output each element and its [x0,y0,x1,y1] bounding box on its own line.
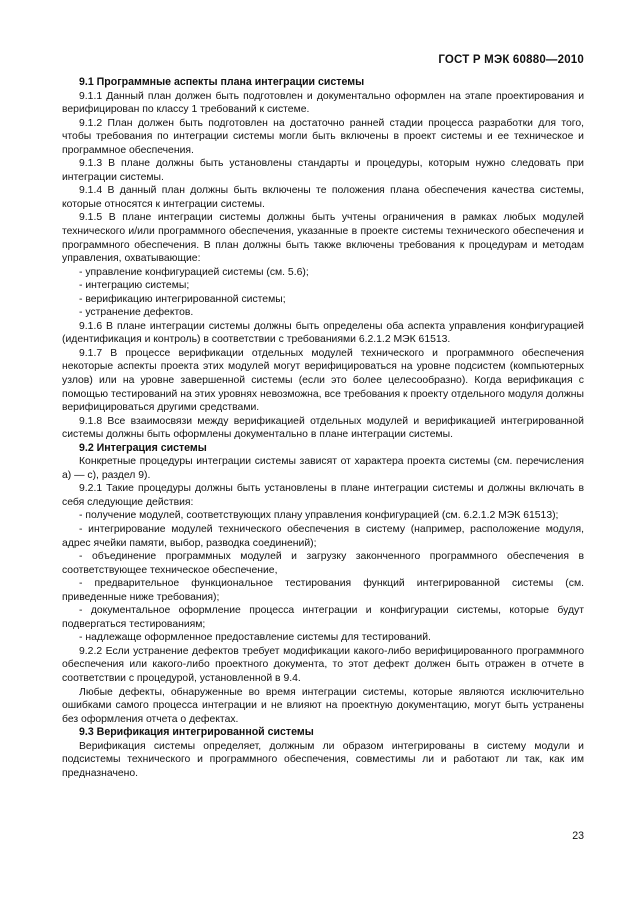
paragraph-9-1-4: 9.1.4 В данный план должны быть включены те положения плана обеспечения качества системы, которые относятся к интеграции системы. [62,185,584,210]
standard-header: ГОСТ Р МЭК 60880—2010 [438,54,584,66]
paragraph-9-2-intro: Конкретные процедуры интеграции системы зависят от характера проекта системы (см. перечисления а) — с), раздел 9). [62,456,584,481]
list-item: - объединение программных модулей и загрузку законченного программного обеспечения в соответствующее техническое обеспечение, [62,551,584,576]
list-item: - документальное оформление процесса интеграции и конфигурации системы, которые будут подвергаться тестированиям; [62,605,584,630]
paragraph-9-1-5: 9.1.5 В плане интеграции системы должны быть учтены ограничения в рамках любых модулей технического и/или программного обеспечения, указанные в проекте системы технического обеспечения и программного обеспечения. В план должны быть также включены требования к процедурам и методам управления, охватывающие: [62,212,584,265]
paragraph-9-1-1: 9.1.1 Данный план должен быть подготовлен и документально оформлен на этапе проектирования и верифицирован по классу 1 требований к системе. [62,90,584,116]
list-item: - верификацию интегрированной системы; [79,293,286,305]
page-content [62,76,584,780]
list-item: - устранение дефектов. [79,307,194,319]
paragraph-9-1-8: 9.1.8 Все взаимосвязи между верификацией отдельных модулей и верификацией интегрированной системы должны быть оформлены документально в плане интеграции системы. [62,415,584,441]
list-item: - управление конфигурацией системы (см. 5.6); [79,266,309,278]
list-item: - интеграцию системы; [79,280,190,292]
section-9-3-title: 9.3 Верификация интегрированной системы [79,726,314,739]
paragraph-9-2-defects: Любые дефекты, обнаруженные во время интеграции системы, которые являются исключительно ошибками самого процесса интеграции и не влияют на проектную документацию, могут быть устранены без оформления отчета о дефектах. [62,686,584,725]
paragraph-9-1-7: 9.1.7 В процессе верификации отдельных модулей технического и программного обеспечения некоторые аспекты проекта этих модулей могут верифицироваться на уровне подсистем (компьютерных узлов) или на уровне завершенной системы (если это более целесообразно). Когда верификация с помощью тестирований на этих уровнях невозможна, все требования к проекту отдельного модуля должны верифицироваться другими средствами. [62,347,584,414]
list-item: - интегрирование модулей технического обеспечения в систему (например, расположение модуля, адрес ячейки памяти, выбор, разводка соединений); [62,523,584,549]
list-item: - надлежаще оформленное предоставление системы для тестирований. [79,632,431,644]
page-number: 23 [572,830,584,842]
list-item: - предварительное функциональное тестирования функций интегрированной системы (см. приведенные ниже требования); [62,578,584,603]
paragraph-9-1-3: 9.1.3 В плане должны быть установлены стандарты и процедуры, которым нужно следовать при интеграции системы. [62,158,584,183]
section-9-2-title: 9.2 Интеграция системы [79,441,207,454]
paragraph-9-2-1: 9.2.1 Такие процедуры должны быть установлены в плане интеграции системы и должны включать в себя следующие действия: [62,483,584,508]
paragraph-9-1-2: 9.1.2 План должен быть подготовлен на достаточно ранней стадии процесса разработки для того, чтобы требования по интеграции системы могли быть включены в проект системы и ее техническое и программное обеспечения. [62,117,584,156]
paragraph-9-2-2: 9.2.2 Если устранение дефектов требует модификации какого-либо верифицированного программного обеспечения или какого-либо проектного документа, то этот дефект должен быть отражен в отчете в соответствии с процедурой, установленной в 9.4. [62,645,584,684]
paragraph-9-3-intro: Верификация системы определяет, должным ли образом интегрированы в систему модули и подсистемы технического и программного обеспечения, совместимы ли и работают ли так, как им предназначено. [62,740,584,779]
paragraph-9-1-6: 9.1.6 В плане интеграции системы должны быть определены оба аспекта управления конфигурацией (идентификация и контроль) в соответствии с требованиями 6.2.1.2 МЭК 61513. [62,320,584,346]
list-item: - получение модулей, соответствующих плану управления конфигурацией (см. 6.2.1.2 МЭК 61513); [79,510,559,522]
section-9-1-title: 9.1 Программные аспекты плана интеграции системы [79,76,365,88]
